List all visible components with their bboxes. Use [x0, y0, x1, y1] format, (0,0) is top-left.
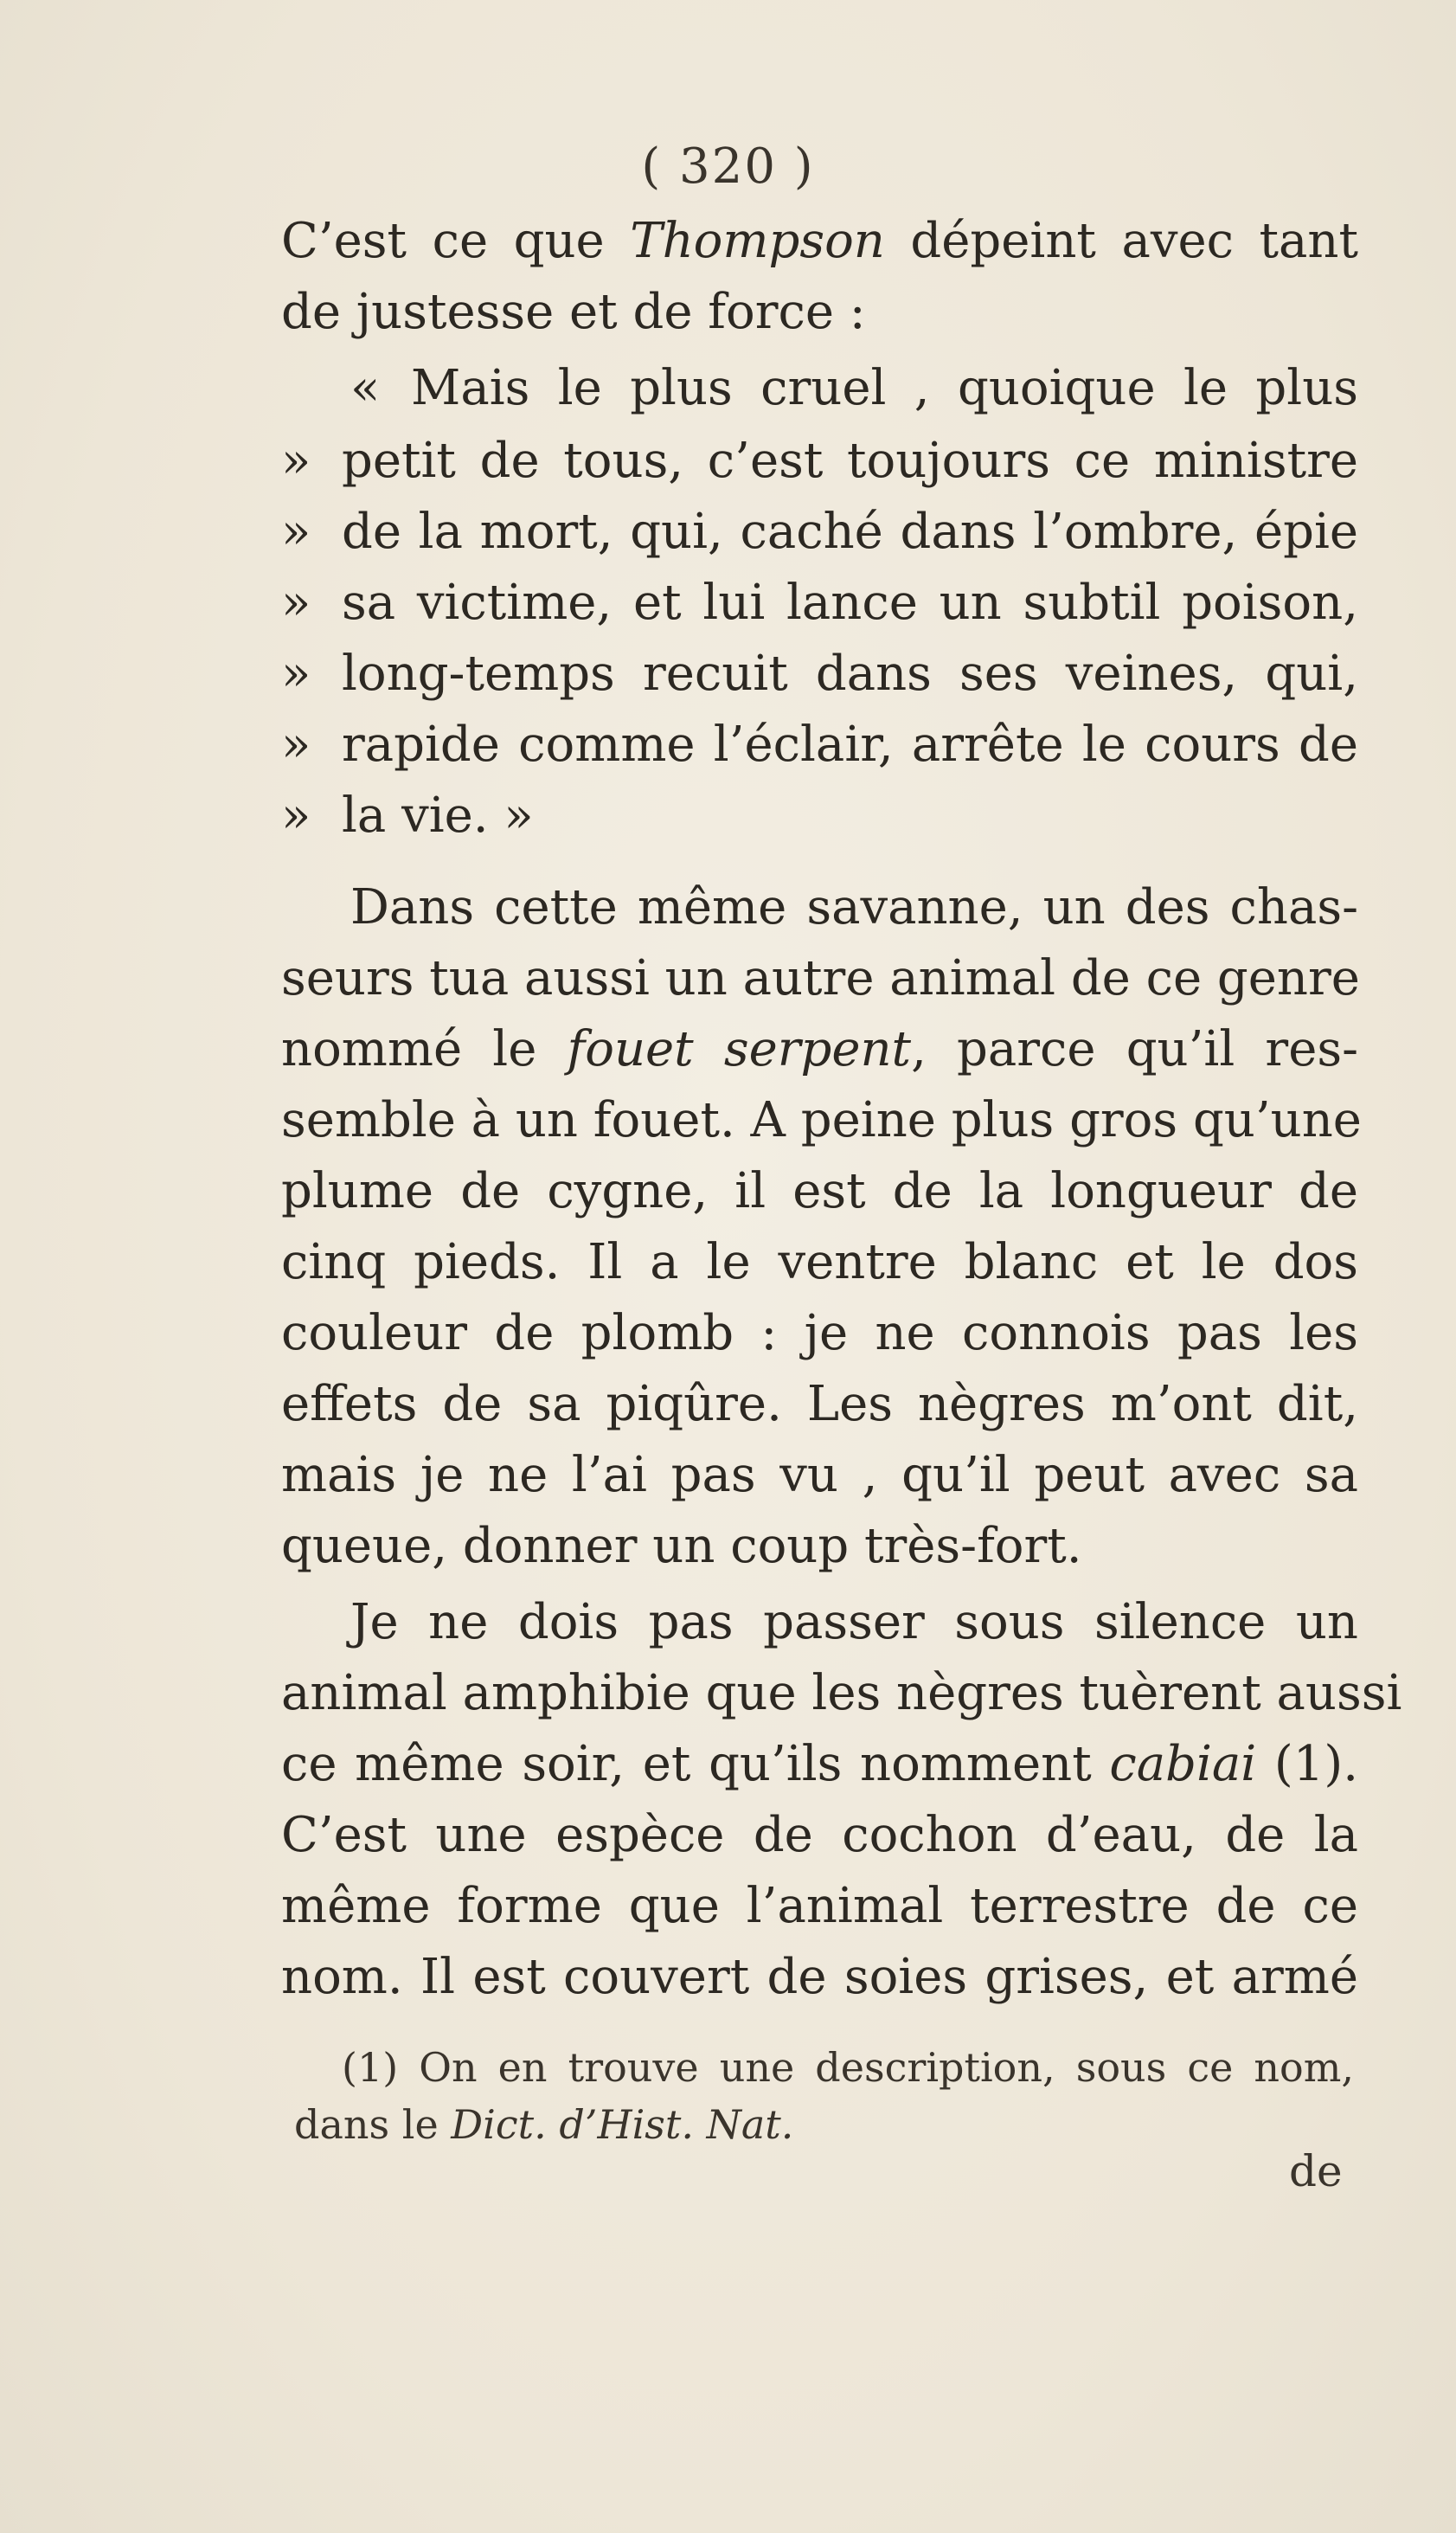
text-line: plume de cygne, il est de la longueur de	[281, 1163, 1358, 1219]
quote-line	[281, 639, 1358, 710]
text-line: effets de sa piqûre. Les nègres m’ont dit,	[281, 1376, 1358, 1432]
text-run: nommé le	[281, 1021, 568, 1077]
text-line: couleur de plomb : je ne connois pas les	[281, 1305, 1358, 1361]
text-line: nom. Il est couvert de soies grises, et armé	[281, 1949, 1358, 2005]
page-number: ( 320 )	[641, 138, 815, 195]
quote-text: la vie. »	[342, 788, 534, 844]
text-line: Je ne dois pas passer sous silence un	[350, 1594, 1358, 1650]
quote-cont-mark: »	[281, 788, 311, 844]
text-line	[281, 206, 1358, 277]
text-run: (1).	[1256, 1736, 1358, 1792]
quote-cont-mark: »	[281, 433, 311, 489]
quote-text: sa victime, et lui lance un subtil poison,	[342, 575, 1358, 631]
quote-cont-mark: »	[281, 504, 311, 560]
text-line: queue, donner un coup très-fort.	[281, 1518, 1082, 1574]
quote-line	[350, 353, 1358, 424]
quote-text: long-temps recuit dans ses veines, qui,	[342, 646, 1358, 702]
quote-line	[281, 781, 1358, 852]
quote-cont-mark: »	[281, 575, 311, 631]
footnote-line	[294, 2096, 1354, 2153]
text-run: dépeint avec tant	[884, 213, 1358, 269]
text-line: cinq pieds. Il a le ventre blanc et le dos	[281, 1234, 1358, 1290]
quote-cont-mark: »	[281, 646, 311, 702]
reference-title: Dict. d’Hist. Nat.	[451, 2101, 794, 2148]
species-name: cabiai	[1109, 1736, 1257, 1792]
quote-cont-mark: »	[281, 717, 311, 773]
text-run: ce même soir, et qu’ils nomment	[281, 1736, 1110, 1792]
text-run: C’est ce que	[281, 213, 631, 269]
text-line: animal amphibie que les nègres tuèrent aussi	[281, 1665, 1402, 1721]
text-line: C’est une espèce de cochon d’eau, de la	[281, 1807, 1358, 1863]
text-line: Dans cette même savanne, un des chas-	[350, 879, 1358, 935]
author-name: Thompson	[630, 213, 885, 269]
text-line	[281, 1729, 1358, 1800]
quote-open-mark: «	[350, 360, 381, 416]
quote-text: Mais le plus cruel , quoique le plus	[411, 360, 1358, 416]
quote-line	[281, 497, 1358, 568]
text-line: de justesse et de force :	[281, 284, 866, 340]
quote-line	[281, 426, 1358, 497]
catchword: de	[1289, 2146, 1343, 2196]
text-line	[281, 1014, 1358, 1085]
text-run: dans le	[294, 2101, 452, 2148]
text-line: mais je ne l’ai pas vu , qu’il peut avec sa	[281, 1447, 1358, 1503]
species-name: fouet serpent	[567, 1021, 912, 1077]
quote-line	[281, 568, 1358, 639]
quote-text: petit de tous, c’est toujours ce ministre	[342, 433, 1358, 489]
quote-line	[281, 710, 1358, 781]
text-line: seurs tua aussi un autre animal de ce genre	[281, 950, 1360, 1006]
footnote-line: (1) On en trouve une description, sous ce nom,	[342, 2044, 1354, 2091]
quote-text: de la mort, qui, caché dans l’ombre, épie	[342, 504, 1358, 560]
text-run: , parce qu’il res-	[911, 1021, 1358, 1077]
text-line: même forme que l’animal terrestre de ce	[281, 1878, 1358, 1934]
quote-text: rapide comme l’éclair, arrête le cours de	[342, 717, 1358, 773]
text-line: semble à un fouet. A peine plus gros qu’une	[281, 1092, 1362, 1148]
